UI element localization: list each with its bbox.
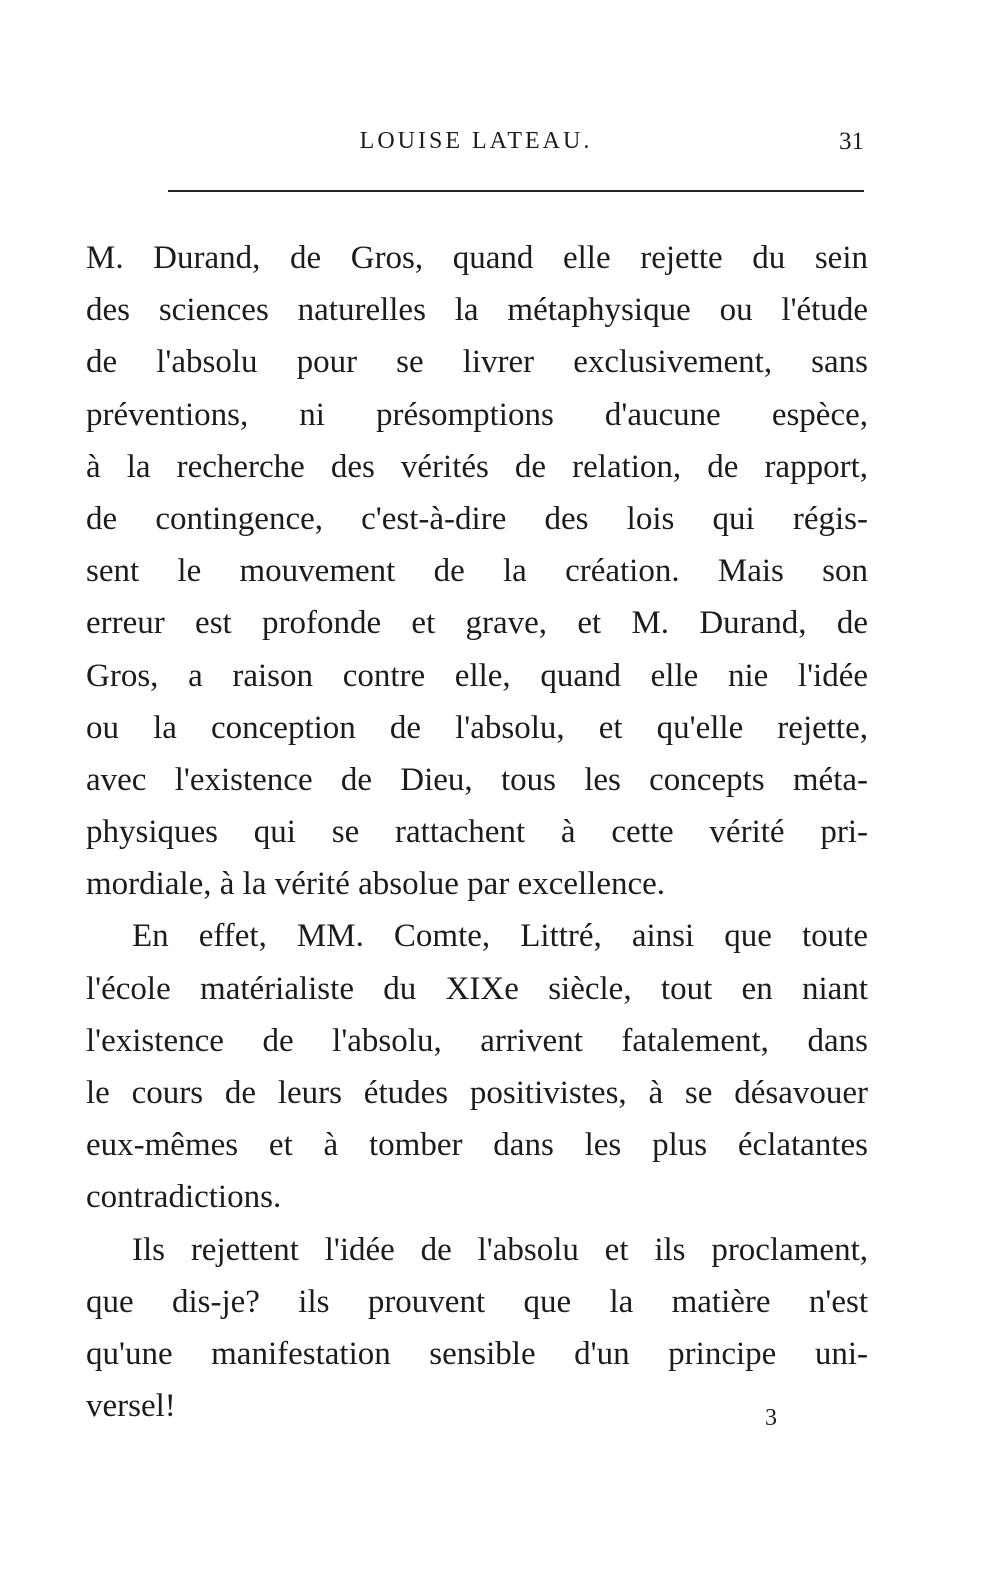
text-line: à la recherche des vérités de relation, de rapport, bbox=[86, 448, 868, 485]
text-line: M. Durand, de Gros, quand elle rejette du sein bbox=[86, 240, 868, 276]
text-line: Gros, a raison contre elle, quand elle nie l'idée bbox=[86, 657, 868, 694]
text-line: versel! bbox=[86, 1388, 176, 1425]
header-rule bbox=[168, 190, 864, 192]
text-line: Ils rejettent l'idée de l'absolu et ils proclament, bbox=[132, 1231, 868, 1268]
text-line: sent le mouvement de la création. Mais son bbox=[86, 553, 868, 590]
text-line: En effet, MM. Comte, Littré, ainsi que toute bbox=[132, 918, 868, 955]
text-line: ou la conception de l'absolu, et qu'elle rejette, bbox=[86, 709, 868, 746]
body-text bbox=[86, 232, 868, 1432]
text-line: l'existence de l'absolu, arrivent fatalement, dans bbox=[86, 1022, 868, 1059]
text-line: l'école matérialiste du XIXe siècle, tout en niant bbox=[86, 970, 868, 1007]
text-line: avec l'existence de Dieu, tous les concepts méta- bbox=[86, 761, 868, 798]
text-line: qu'une manifestation sensible d'un principe uni- bbox=[86, 1335, 868, 1372]
text-line: que dis-je? ils prouvent que la matière n'est bbox=[86, 1283, 868, 1320]
page-number: 31 bbox=[839, 128, 864, 155]
text-line: eux-mêmes et à tomber dans les plus éclatantes bbox=[86, 1127, 868, 1164]
text-line: erreur est profonde et grave, et M. Durand, de bbox=[86, 605, 868, 642]
text-line: le cours de leurs études positivistes, à se désavouer bbox=[86, 1075, 868, 1111]
running-title: LOUISE LATEAU. bbox=[359, 128, 593, 154]
text-line: préventions, ni présomptions d'aucune espèce, bbox=[86, 396, 868, 433]
running-head bbox=[88, 128, 864, 168]
text-line: contradictions. bbox=[86, 1179, 282, 1216]
text-line: de contingence, c'est-à-dire des lois qui régis- bbox=[86, 500, 868, 537]
text-line: mordiale, à la vérité absolue par excellence. bbox=[86, 866, 666, 903]
signature-mark: 3 bbox=[765, 1405, 777, 1431]
text-line: physiques qui se rattachent à cette vérité pri- bbox=[86, 814, 868, 851]
text-line: des sciences naturelles la métaphysique ou l'étude bbox=[86, 292, 868, 329]
text-line: de l'absolu pour se livrer exclusivement, sans bbox=[86, 344, 868, 381]
